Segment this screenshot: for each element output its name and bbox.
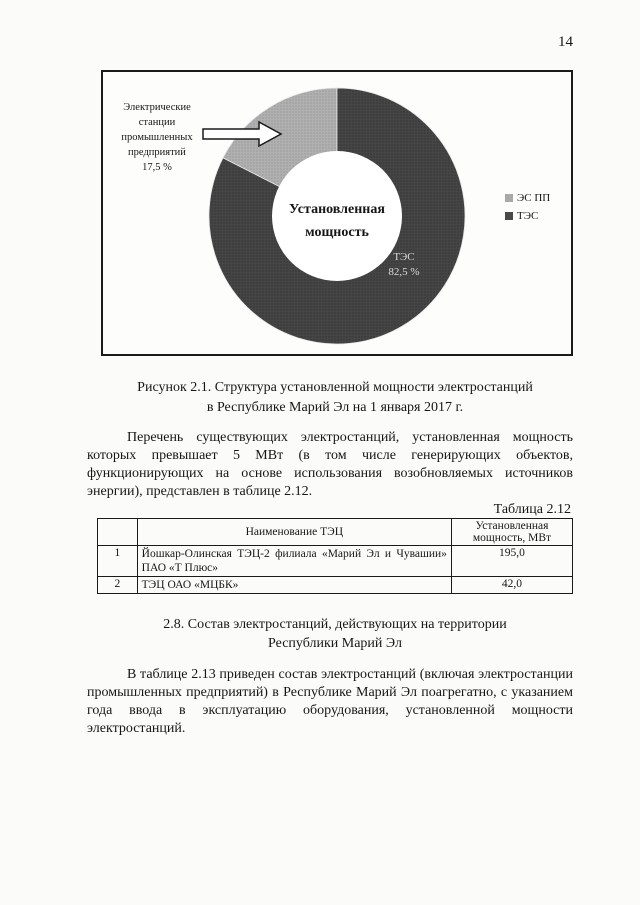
caption-line: в Республике Марий Эл на 1 января 2017 г. (206, 400, 464, 415)
header-power: Установленная мощность, МВт (451, 519, 572, 546)
callout-line: предприятий (128, 147, 186, 158)
legend-label: ЭС ПП (517, 192, 551, 204)
header-num (98, 519, 138, 546)
callout-label (107, 100, 207, 175)
chart-center-label (277, 198, 397, 244)
slice-label-name: ТЭС (393, 251, 415, 263)
cell-name: ТЭЦ ОАО «МЦБК» (137, 577, 451, 594)
caption-line: Рисунок 2.1. Структура установленной мощности электростанций (137, 380, 533, 395)
paragraph (87, 429, 573, 501)
legend-label: ТЭС (517, 210, 539, 222)
tes-slice-label (373, 250, 435, 280)
callout-line: Электрические (123, 102, 191, 113)
cell-num: 2 (98, 577, 138, 594)
center-label-line: мощность (305, 225, 369, 240)
legend-swatch-icon (505, 194, 513, 202)
figure-caption (80, 378, 590, 418)
cell-power: 42,0 (451, 577, 572, 594)
table-header-row (98, 519, 573, 546)
section-title-line: 2.8. Состав электростанций, действующих на территории (163, 617, 507, 632)
table-row (98, 546, 573, 577)
paragraph-text: Перечень существующих электростанций, установленная мощность которых превышает 5 МВт (в том числе генерирующих объектов, функционирующих на основе использования возобновляемых источников энергии), представлен в таблице 2.12. (87, 430, 573, 499)
cell-power: 195,0 (451, 546, 572, 577)
legend-swatch-icon (505, 212, 513, 220)
paragraph (87, 666, 573, 738)
cell-num: 1 (98, 546, 138, 577)
table-row (98, 577, 573, 594)
callout-line: промышленных (121, 132, 193, 143)
cell-name: Йошкар-Олинская ТЭЦ-2 филиала «Марий Эл и Чувашии» ПАО «Т Плюс» (137, 546, 451, 577)
callout-value: 17,5 % (142, 162, 172, 173)
header-name: Наименование ТЭЦ (137, 519, 451, 546)
section-title-line: Республики Марий Эл (268, 636, 402, 651)
paragraph-text: В таблице 2.13 приведен состав электростанций (включая электростанции промышленных предприятий) в Республике Марий Эл поагрегатно, с указанием года ввода в эксплуатацию оборудования, установленной мощности электростанций. (87, 667, 573, 736)
legend-item (505, 210, 550, 222)
chart-figure (101, 70, 573, 356)
stations-table (97, 518, 573, 594)
legend-item (505, 192, 550, 204)
callout-line: станции (138, 117, 176, 128)
slice-label-value: 82,5 % (388, 266, 420, 278)
chart-legend (505, 192, 550, 228)
table-caption: Таблица 2.12 (493, 502, 571, 517)
center-label-line: Установленная (289, 202, 385, 217)
section-title (80, 615, 590, 653)
page-number: 14 (558, 34, 573, 50)
